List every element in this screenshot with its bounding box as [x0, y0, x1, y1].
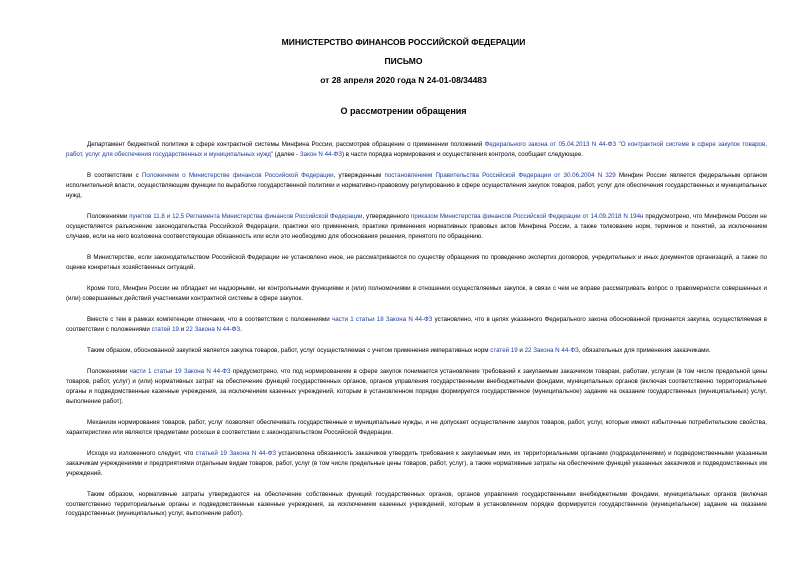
document-subject: О рассмотрении обращения: [340, 106, 467, 116]
paragraph-text: .: [240, 325, 242, 333]
paragraph: [66, 171, 767, 201]
legal-reference-link[interactable]: части 1 статьи 18 Закона N 44-ФЗ: [331, 315, 433, 323]
legal-reference-link[interactable]: Положением о Министерстве финансов Российской Федерации: [141, 172, 334, 179]
legal-reference-link[interactable]: пунктов 11.8 и 12.5 Регламента Министерства финансов Российской Федерации: [129, 212, 363, 220]
paragraph-text: Кроме того, Минфин России не обладает ни надзорными, ни контрольными функциями и (или) полномочиями в отношении осуществляемых закупок, в связи с чем не вправе рассматривать вопрос о правомерности совершенных и (или) совершаемых действий участниками контрактной системы в сфере закупок.: [66, 284, 767, 302]
paragraph-text: установлена обязанность заказчиков утвердить требования к закупаемым ими, их территориальными органами (подразделениями) и подведомственными указанным заказчикам учреждениями и предприятиями отдельным видам товаров, работ, услуг (в том числе предельные цены товаров, работ, услуг), а также нормативные затраты на обеспечение функций указанных заказчиков и подведомственных им учреждений.: [66, 449, 768, 477]
paragraph: [66, 284, 767, 304]
paragraph: [66, 253, 767, 273]
legal-reference-link[interactable]: приказом Министерства финансов Российской Федерации от 14.09.2018 N 194н: [411, 212, 644, 220]
paragraph-text: ) в части порядка нормирования и осуществления контроля, сообщает следующее.: [342, 150, 584, 158]
paragraph-text: (далее -: [273, 150, 300, 158]
document-type: ПИСЬМО: [384, 56, 423, 66]
legal-reference-link[interactable]: постановлением Правительства Российской Федерации от 30.06.2004 N 329: [384, 172, 616, 179]
paragraph-text: , утвержденного: [362, 212, 411, 220]
legal-reference-link[interactable]: статьей 19 Закона N 44-ФЗ: [195, 449, 277, 457]
paragraph: [66, 140, 767, 160]
paragraph-text: , утвержденным: [333, 172, 385, 179]
paragraph-text: предусмотрено, что Минфином России не осуществляется разъяснение законодательства Российской Федерации, практики его применения, практики применения нормативных правовых актов Минфина России, а также толкование норм, терминов и понятий, за исключением случаев, если на него возложена соответствующая обязанность или если это необходимо для обоснования решения, принятого по обращению.: [66, 212, 767, 240]
paragraph: [66, 212, 767, 242]
legal-reference-link[interactable]: 22 Закона N 44-ФЗ: [185, 325, 241, 333]
paragraph-text: предусмотрено, что под нормированием в сфере закупок понимается установление требований к закупаемым заказчиком товарам, работам, услугам (в том числе предельной цены товаров, работ, услуг) и (или) нормативных затрат на обеспечение функций государственных органов, органов управления государственными внебюджетными фондами, муниципальных органов (включая соответственно территориальные органы и подведомственные казенные учреждения, за исключением казенных учреждений, которым в установленном порядке формируется государственное (муниципальное) задание на оказание государственных (муниципальных) услуг, выполнение работ).: [66, 367, 767, 405]
paragraph-text: Исходя из изложенного следует, что: [87, 449, 196, 457]
paragraph-text: и: [179, 325, 186, 333]
paragraph-text: установлено, что в целях указанного Федерального закона обоснованной признается закупка, осуществляемая в соответствии с положениями: [66, 315, 767, 333]
paragraph-text: Положениями: [87, 212, 130, 220]
paragraph: [66, 418, 767, 438]
paragraph: [66, 367, 767, 407]
paragraph-text: Вместе с тем в рамках компетенции отмечаем, что в соответствии с положениями: [87, 315, 332, 323]
paragraph-text: Таким образом, обоснованной закупкой является закупка товаров, работ, услуг осуществляемая с учетом применения императивных норм: [87, 346, 491, 354]
paragraph-text: Департамент бюджетной политики в сфере контрактной системы Минфина России, рассмотрев обращение о применении положений: [87, 141, 485, 148]
paragraph: [66, 346, 767, 356]
paragraph-text: В соответствии с: [87, 172, 142, 179]
paragraph-text: Таким образом, нормативные затраты утверждаются на обеспечение собственных функций государственных органов, органов управления государственными внебюджетными фондами, муниципальных органов (включая соответственно территориальные органы и подведомственные казенные учреждения, за исключением казенных учреждений, которым в установленном порядке формируется государственное (муниципальное) задание на оказание государственных (муниципальных) услуг, выполнение работ).: [66, 490, 767, 518]
legal-reference-link[interactable]: статей 19: [151, 325, 179, 333]
document-body: [66, 140, 767, 531]
issuing-organization: МИНИСТЕРСТВО ФИНАНСОВ РОССИЙСКОЙ ФЕДЕРАЦИИ: [281, 37, 526, 47]
paragraph-text: Механизм нормирования товаров, работ, услуг позволяет обеспечивать государственные и муниципальные нужды, и не допускает осуществление закупок товаров, работ, услуг, которые имеют избыточные потребительские свойства, характеристики или являются предметами роскоши в соответствии с законодательством Российской Федерации.: [66, 418, 767, 436]
paragraph-text: , обязательных для применения заказчиками.: [578, 346, 711, 354]
legal-reference-link[interactable]: 22 Закона N 44-ФЗ: [524, 346, 579, 354]
document-date-number: от 28 апреля 2020 года N 24-01-08/34483: [320, 75, 487, 85]
paragraph: [66, 315, 767, 335]
legal-reference-link[interactable]: части 1 статьи 19 Закона N 44-ФЗ: [129, 367, 231, 375]
paragraph: [66, 449, 767, 479]
paragraph-text: В Министерстве, если законодательством Российской Федерации не установлено иное, не рассматриваются по существу обращения по проведению экспертиз договоров, учредительных и иных документов организаций, а также по оценке конкретных хозяйственных ситуаций.: [66, 253, 767, 271]
legal-reference-link[interactable]: Федерального закона от 05.04.2013 N 44-ФЗ "О контрактной системе в сфере закупок товаров, работ, услуг для обеспечения государственных и муниципальных нужд": [66, 141, 767, 158]
paragraph-text: Положениями: [87, 367, 130, 375]
legal-reference-link[interactable]: Закон N 44-ФЗ: [299, 150, 342, 158]
paragraph: [66, 490, 767, 520]
paragraph-text: Минфин России является федеральным органом исполнительной власти, осуществляющим функции по выработке государственной политики и нормативно-правовому регулированию в сфере осуществления закупок товаров, работ, услуг для обеспечения государственных и муниципальных нужд.: [66, 172, 767, 199]
paragraph-text: и: [517, 346, 525, 354]
legal-reference-link[interactable]: статей 19: [490, 346, 518, 354]
